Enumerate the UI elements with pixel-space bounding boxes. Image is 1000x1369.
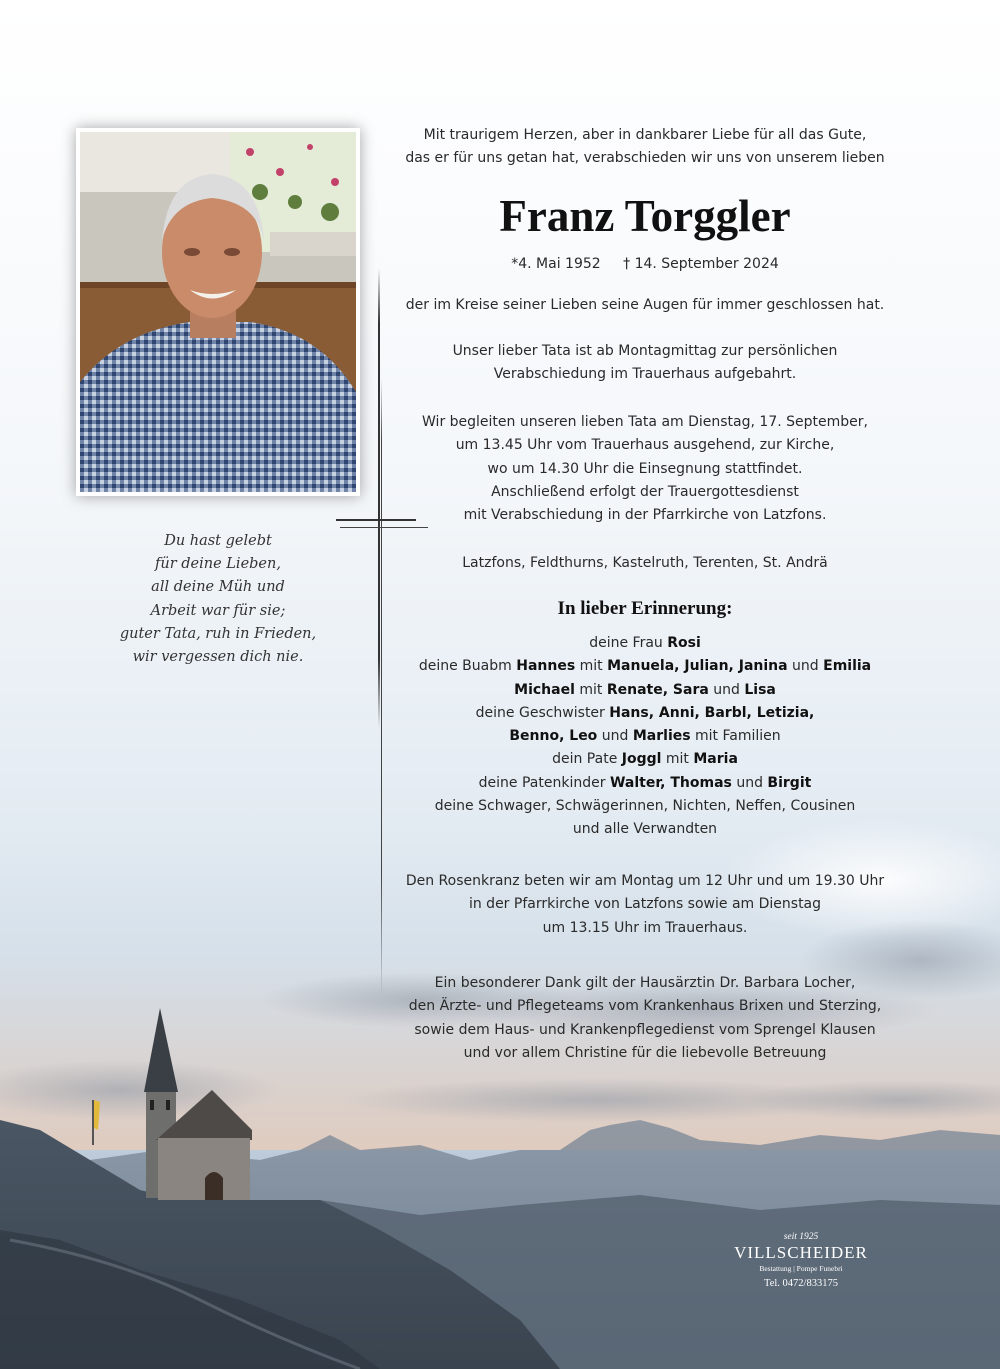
wife-prefix: deine Frau [589, 635, 663, 651]
son-name: Hannes [516, 658, 576, 675]
thanks-line: Ein besonderer Dank gilt der Hausärztin Dr. Barbara Locher, [434, 975, 856, 991]
mourners-list [395, 632, 895, 842]
poem [108, 530, 328, 669]
closed-eyes-line: der im Kreise seiner Lieben seine Augen für immer geschlossen hat. [405, 297, 885, 313]
connector: und [736, 774, 763, 791]
godfather-prefix: dein Pate [552, 751, 618, 768]
mourner-line [395, 772, 895, 795]
family-names: Emilia [823, 658, 872, 675]
funeral-line: Anschließend erfolgt der Trauergottesdienst [491, 483, 799, 500]
intro-line: das er für uns getan hat, verabschieden wir uns von unserem lieben [405, 150, 885, 167]
siblings-names: Marlies [632, 728, 691, 745]
closed-eyes-text [395, 294, 895, 317]
siblings-prefix: deine Geschwister [475, 704, 605, 721]
laid-out-text [395, 340, 895, 387]
thanks-line: den Ärzte- und Pflegeteams vom Krankenhaus Brixen und Sterzing, [408, 998, 882, 1015]
siblings-names: Hans, Anni, Barbl, Letizia, [609, 704, 815, 721]
connector: mit Familien [695, 728, 781, 745]
rosary-line: um 13.15 Uhr im Trauerhaus. [542, 919, 748, 936]
mourner-line [395, 702, 895, 725]
connector: und [713, 681, 740, 698]
godchildren-prefix: deine Patenkinder [478, 774, 606, 791]
memory-title: In lieber Erinnerung: [557, 598, 733, 619]
family-names: Lisa [744, 681, 776, 698]
godchildren-names: Birgit [767, 774, 812, 791]
rosary-line: Den Rosenkranz beten wir am Montag um 12 Uhr und um 19.30 Uhr [405, 873, 885, 889]
connector: mit [579, 658, 603, 675]
connector: mit [665, 751, 689, 768]
cross-vertical-line-secondary [381, 378, 382, 998]
logo-phone: Tel. 0472/833175 [764, 1278, 838, 1289]
godfather-wife-name: Maria [693, 751, 738, 768]
mourner-line [395, 725, 895, 748]
portrait-photo [80, 132, 356, 492]
rosary-text [395, 870, 895, 940]
rosary-line: in der Pfarrkirche von Latzfons sowie am Dienstag [468, 896, 822, 913]
places-text [395, 552, 895, 575]
mourner-line [395, 655, 895, 678]
poem-line: Arbeit war für sie; [150, 602, 286, 619]
logo-brand: VILLSCHEIDER [734, 1243, 868, 1262]
deceased-name: Franz Torggler [499, 191, 791, 241]
mourner-line [395, 748, 895, 771]
godchildren-names: Walter, Thomas [609, 774, 732, 791]
death-date: † 14. September 2024 [623, 256, 779, 272]
laid-out-line: Verabschiedung im Trauerhaus aufgebahrt. [493, 366, 797, 383]
poem-line: Du hast gelebt [164, 533, 272, 549]
poem-line: all deine Müh und [151, 579, 285, 596]
funeral-line: mit Verabschiedung in der Pfarrkirche von Latzfons. [463, 507, 827, 524]
son-name: Michael [514, 681, 575, 698]
intro-line: Mit traurigem Herzen, aber in dankbarer Liebe für all das Gute, [423, 127, 867, 143]
family-names: Manuela, Julian, Janina [607, 658, 788, 675]
funeral-text [395, 411, 895, 527]
mourner-line [395, 679, 895, 702]
poem-line: guter Tata, ruh in Frieden, [119, 625, 317, 642]
godfather-name: Joggl [621, 751, 662, 768]
sons-prefix: deine Buabm [418, 658, 512, 675]
wife-name: Rosi [667, 635, 701, 651]
poem-line: wir vergessen dich nie. [132, 649, 304, 666]
thanks-text [395, 972, 895, 1065]
cross-vertical-line [378, 268, 380, 728]
funeral-line: Wir begleiten unseren lieben Tata am Dienstag, 17. September, [422, 414, 868, 430]
life-dates [395, 256, 895, 272]
logo-since: seit 1925 [783, 1232, 819, 1242]
family-names: Renate, Sara [606, 681, 709, 698]
birth-date: *4. Mai 1952 [511, 256, 601, 272]
places-line: Latzfons, Feldthurns, Kastelruth, Terenten, St. Andrä [462, 555, 828, 571]
funeral-home-logo [728, 1232, 874, 1289]
mourner-line: deine Schwager, Schwägerinnen, Nichten, Neffen, Cousinen [434, 798, 856, 815]
siblings-names: Benno, Leo [509, 728, 598, 745]
funeral-line: um 13.45 Uhr vom Trauerhaus ausgehend, zur Kirche, [455, 437, 835, 454]
connector: und [601, 728, 629, 745]
mourner-line [395, 632, 895, 655]
thanks-line: und vor allem Christine für die liebevolle Betreuung [463, 1044, 827, 1061]
connector: und [792, 658, 819, 675]
logo-subtitle: Bestattung | Pompe Funebri [759, 1264, 843, 1273]
connector: mit [579, 681, 603, 698]
poem-line: für deine Lieben, [155, 556, 281, 573]
laid-out-line: Unser lieber Tata ist ab Montagmittag zur persönlichen [452, 343, 838, 359]
intro-text [395, 124, 895, 171]
thanks-line: sowie dem Haus- und Krankenpflegedienst vom Sprengel Klausen [414, 1021, 876, 1038]
portrait-frame [76, 128, 360, 496]
mourner-line: und alle Verwandten [572, 821, 718, 838]
funeral-line: wo um 14.30 Uhr die Einsegnung stattfindet. [487, 460, 803, 477]
